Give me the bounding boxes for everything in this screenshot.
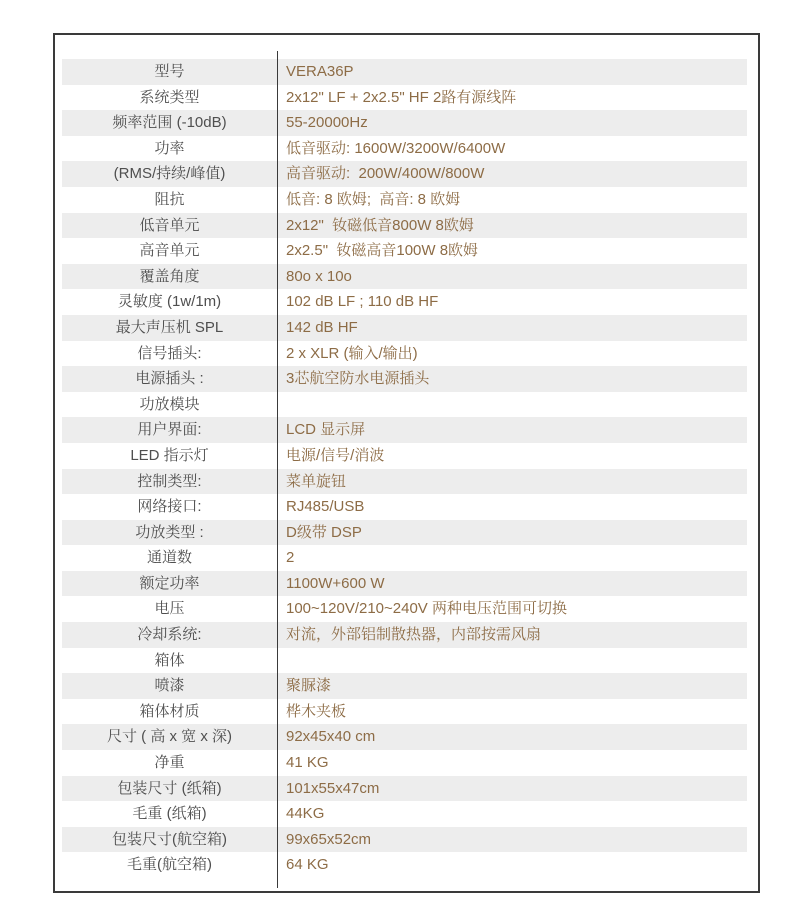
spec-label: 喷漆 xyxy=(154,677,185,695)
spec-row xyxy=(62,366,747,392)
spec-label: 覆盖角度 xyxy=(139,267,200,285)
spec-label: 净重 xyxy=(154,754,185,772)
spec-value: 41 KG xyxy=(286,754,329,772)
spec-label: 频率范围 (-10dB) xyxy=(112,114,227,132)
spec-label: 低音单元 xyxy=(139,216,200,234)
spec-value: D级带 DSP xyxy=(286,523,362,541)
spec-row xyxy=(62,110,747,136)
spec-row xyxy=(62,571,747,597)
spec-label: 电源插头 : xyxy=(135,370,204,388)
spec-value: 2x12" 钕磁低音800W 8欧姆 xyxy=(286,216,474,234)
spec-label: 型号 xyxy=(154,63,185,80)
spec-value: 2x12" LF + 2x2.5" HF 2路有源线阵 xyxy=(286,88,517,106)
spec-value: 3芯航空防水电源插头 xyxy=(286,370,430,388)
spec-label: 功放模块 xyxy=(139,395,200,413)
spec-row xyxy=(62,750,747,776)
spec-value: 低音: 8 欧姆; 高音: 8 欧姆 xyxy=(286,190,461,208)
spec-row xyxy=(62,187,747,213)
spec-value: 142 dB HF xyxy=(286,318,358,336)
spec-value: 99x65x52cm xyxy=(286,830,372,848)
spec-row xyxy=(62,59,747,85)
spec-value: 菜单旋钮 xyxy=(286,472,347,490)
spec-row xyxy=(62,392,747,418)
spec-row xyxy=(62,699,747,725)
spec-value: 电源/信号/消波 xyxy=(286,446,385,464)
spec-label: 冷却系统: xyxy=(137,626,202,644)
spec-row xyxy=(62,469,747,495)
spec-row xyxy=(62,443,747,469)
spec-label: 毛重(航空箱) xyxy=(127,856,212,874)
spec-value: 桦木夹板 xyxy=(286,702,347,720)
spec-row xyxy=(62,264,747,290)
spec-row xyxy=(62,852,747,878)
spec-label: 灵敏度 (1w/1m) xyxy=(117,293,222,311)
spec-label: 阻抗 xyxy=(154,190,185,208)
spec-row xyxy=(62,622,747,648)
spec-value: 64 KG xyxy=(286,856,329,874)
spec-label: 箱体 xyxy=(154,651,185,669)
spec-row xyxy=(62,776,747,802)
spec-label: 箱体材质 xyxy=(139,702,200,720)
spec-value: VERA36P xyxy=(286,63,354,80)
spec-row xyxy=(62,827,747,853)
spec-row xyxy=(62,724,747,750)
spec-value: 2 x XLR (输入/输出) xyxy=(286,344,418,362)
spec-value: RJ485/USB xyxy=(286,498,365,516)
spec-row xyxy=(62,238,747,264)
spec-label: 系统类型 xyxy=(139,88,200,106)
spec-value: 101x55x47cm xyxy=(286,779,380,797)
spec-value: 100~120V/210~240V 两种电压范围可切换 xyxy=(286,600,567,618)
spec-row xyxy=(62,648,747,674)
spec-value: 102 dB LF ; 110 dB HF xyxy=(286,293,439,311)
spec-value: 80o x 10o xyxy=(286,267,352,285)
spec-row xyxy=(62,341,747,367)
spec-value: 高音驱动: 200W/400W/800W xyxy=(286,165,485,183)
spec-value: LCD 显示屏 xyxy=(286,421,366,439)
spec-label: 通道数 xyxy=(146,549,192,567)
spec-row xyxy=(62,161,747,187)
spec-label: (RMS/持续/峰值) xyxy=(113,165,226,183)
spec-value: 55-20000Hz xyxy=(286,114,368,132)
spec-value: 1100W+600 W xyxy=(286,574,385,592)
spec-label: 功率 xyxy=(154,139,185,157)
spec-table-frame xyxy=(53,33,760,893)
spec-value: 2 xyxy=(286,549,295,567)
spec-row xyxy=(62,213,747,239)
spec-label: 包装尺寸 (纸箱) xyxy=(117,779,222,797)
spec-label: 尺寸 ( 高 x 宽 x 深) xyxy=(107,728,232,746)
spec-label: 用户界面: xyxy=(137,421,202,439)
spec-label: 高音单元 xyxy=(139,242,200,260)
spec-label: 网络接口: xyxy=(137,498,202,516)
spec-row xyxy=(62,596,747,622)
spec-value: 聚脲漆 xyxy=(286,677,332,695)
spec-label: 毛重 (纸箱) xyxy=(132,805,207,823)
spec-value: 对流，外部铝制散热器，内部按需风扇 xyxy=(286,626,542,644)
spec-table xyxy=(62,59,747,878)
spec-row xyxy=(62,545,747,571)
spec-label: 电压 xyxy=(154,600,185,618)
spec-row xyxy=(62,520,747,546)
spec-row xyxy=(62,417,747,443)
spec-value: 2x2.5" 钕磁高音100W 8欧姆 xyxy=(286,242,479,260)
spec-row xyxy=(62,494,747,520)
spec-value: 44KG xyxy=(286,805,325,823)
spec-label: 信号插头: xyxy=(137,344,202,362)
spec-label: 额定功率 xyxy=(139,574,200,592)
spec-value: 92x45x40 cm xyxy=(286,728,376,746)
spec-label: LED 指示灯 xyxy=(130,446,209,464)
spec-row xyxy=(62,315,747,341)
spec-row xyxy=(62,801,747,827)
spec-row xyxy=(62,136,747,162)
spec-row xyxy=(62,289,747,315)
spec-row xyxy=(62,85,747,111)
spec-label: 功放类型 : xyxy=(135,523,204,541)
spec-label: 控制类型: xyxy=(137,472,202,490)
spec-row xyxy=(62,673,747,699)
column-divider xyxy=(277,51,278,888)
spec-value: 低音驱动: 1600W/3200W/6400W xyxy=(286,139,506,157)
spec-label: 最大声压机 SPL xyxy=(115,318,224,336)
spec-label: 包装尺寸(航空箱) xyxy=(112,830,227,848)
